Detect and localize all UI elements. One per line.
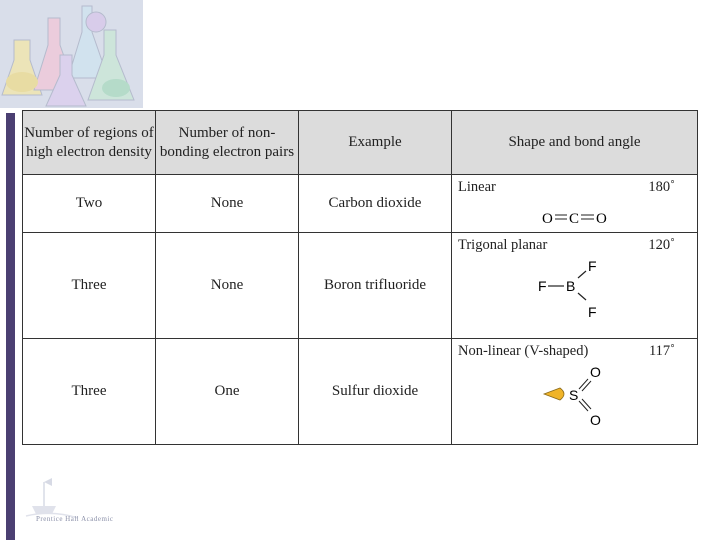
- shape-name: Non-linear (V-shaped): [458, 343, 589, 359]
- table-header-row: [23, 111, 698, 175]
- regions-cell: Three: [23, 233, 156, 339]
- header-example: Example: [299, 111, 452, 175]
- bond-angle: 120˚: [648, 237, 675, 253]
- shape-cell: [452, 175, 698, 233]
- so2-molecule: [452, 339, 698, 444]
- header-shape: Shape and bond angle: [452, 111, 698, 175]
- atom-c: C: [569, 211, 580, 227]
- header-nonbonding: Number of non-bonding electron pairs: [156, 111, 299, 175]
- atom-f-left: F: [538, 278, 547, 294]
- nonbonding-cell: One: [156, 339, 299, 445]
- vsepr-table: [22, 110, 698, 445]
- publisher-logo-text: Prentice Hall Academic: [36, 515, 114, 523]
- flasks-photo: [0, 0, 143, 108]
- table-row: [23, 339, 698, 445]
- left-accent-bar: [6, 113, 15, 540]
- atom-o-bottom: O: [590, 412, 601, 428]
- atom-o-left: O: [542, 211, 553, 227]
- shape-name: Linear: [458, 179, 496, 195]
- shape-name: Trigonal planar: [458, 237, 548, 253]
- bond-angle: 180˚: [648, 179, 675, 195]
- table-row: [23, 233, 698, 339]
- regions-cell: Three: [23, 339, 156, 445]
- example-cell: Boron trifluoride: [299, 233, 452, 339]
- atom-o-top: O: [590, 364, 601, 380]
- atom-s: S: [569, 387, 579, 403]
- atom-b: B: [566, 278, 576, 294]
- shape-cell: [452, 233, 698, 339]
- header-regions: Number of regions of high electron density: [23, 111, 156, 175]
- nonbonding-cell: None: [156, 233, 299, 339]
- table-row: [23, 175, 698, 233]
- atom-f-bottom: F: [588, 304, 597, 320]
- nonbonding-cell: None: [156, 175, 299, 233]
- atom-o-right: O: [596, 211, 607, 227]
- lone-pair-lobe: [544, 388, 564, 400]
- bf3-molecule: [452, 233, 698, 338]
- example-cell: Carbon dioxide: [299, 175, 452, 233]
- bond-angle: 117˚: [648, 343, 675, 359]
- atom-f-top: F: [588, 258, 597, 274]
- example-cell: Sulfur dioxide: [299, 339, 452, 445]
- publisher-logo: [22, 476, 156, 536]
- regions-cell: Two: [23, 175, 156, 233]
- co2-molecule: [452, 175, 698, 232]
- shape-cell: [452, 339, 698, 445]
